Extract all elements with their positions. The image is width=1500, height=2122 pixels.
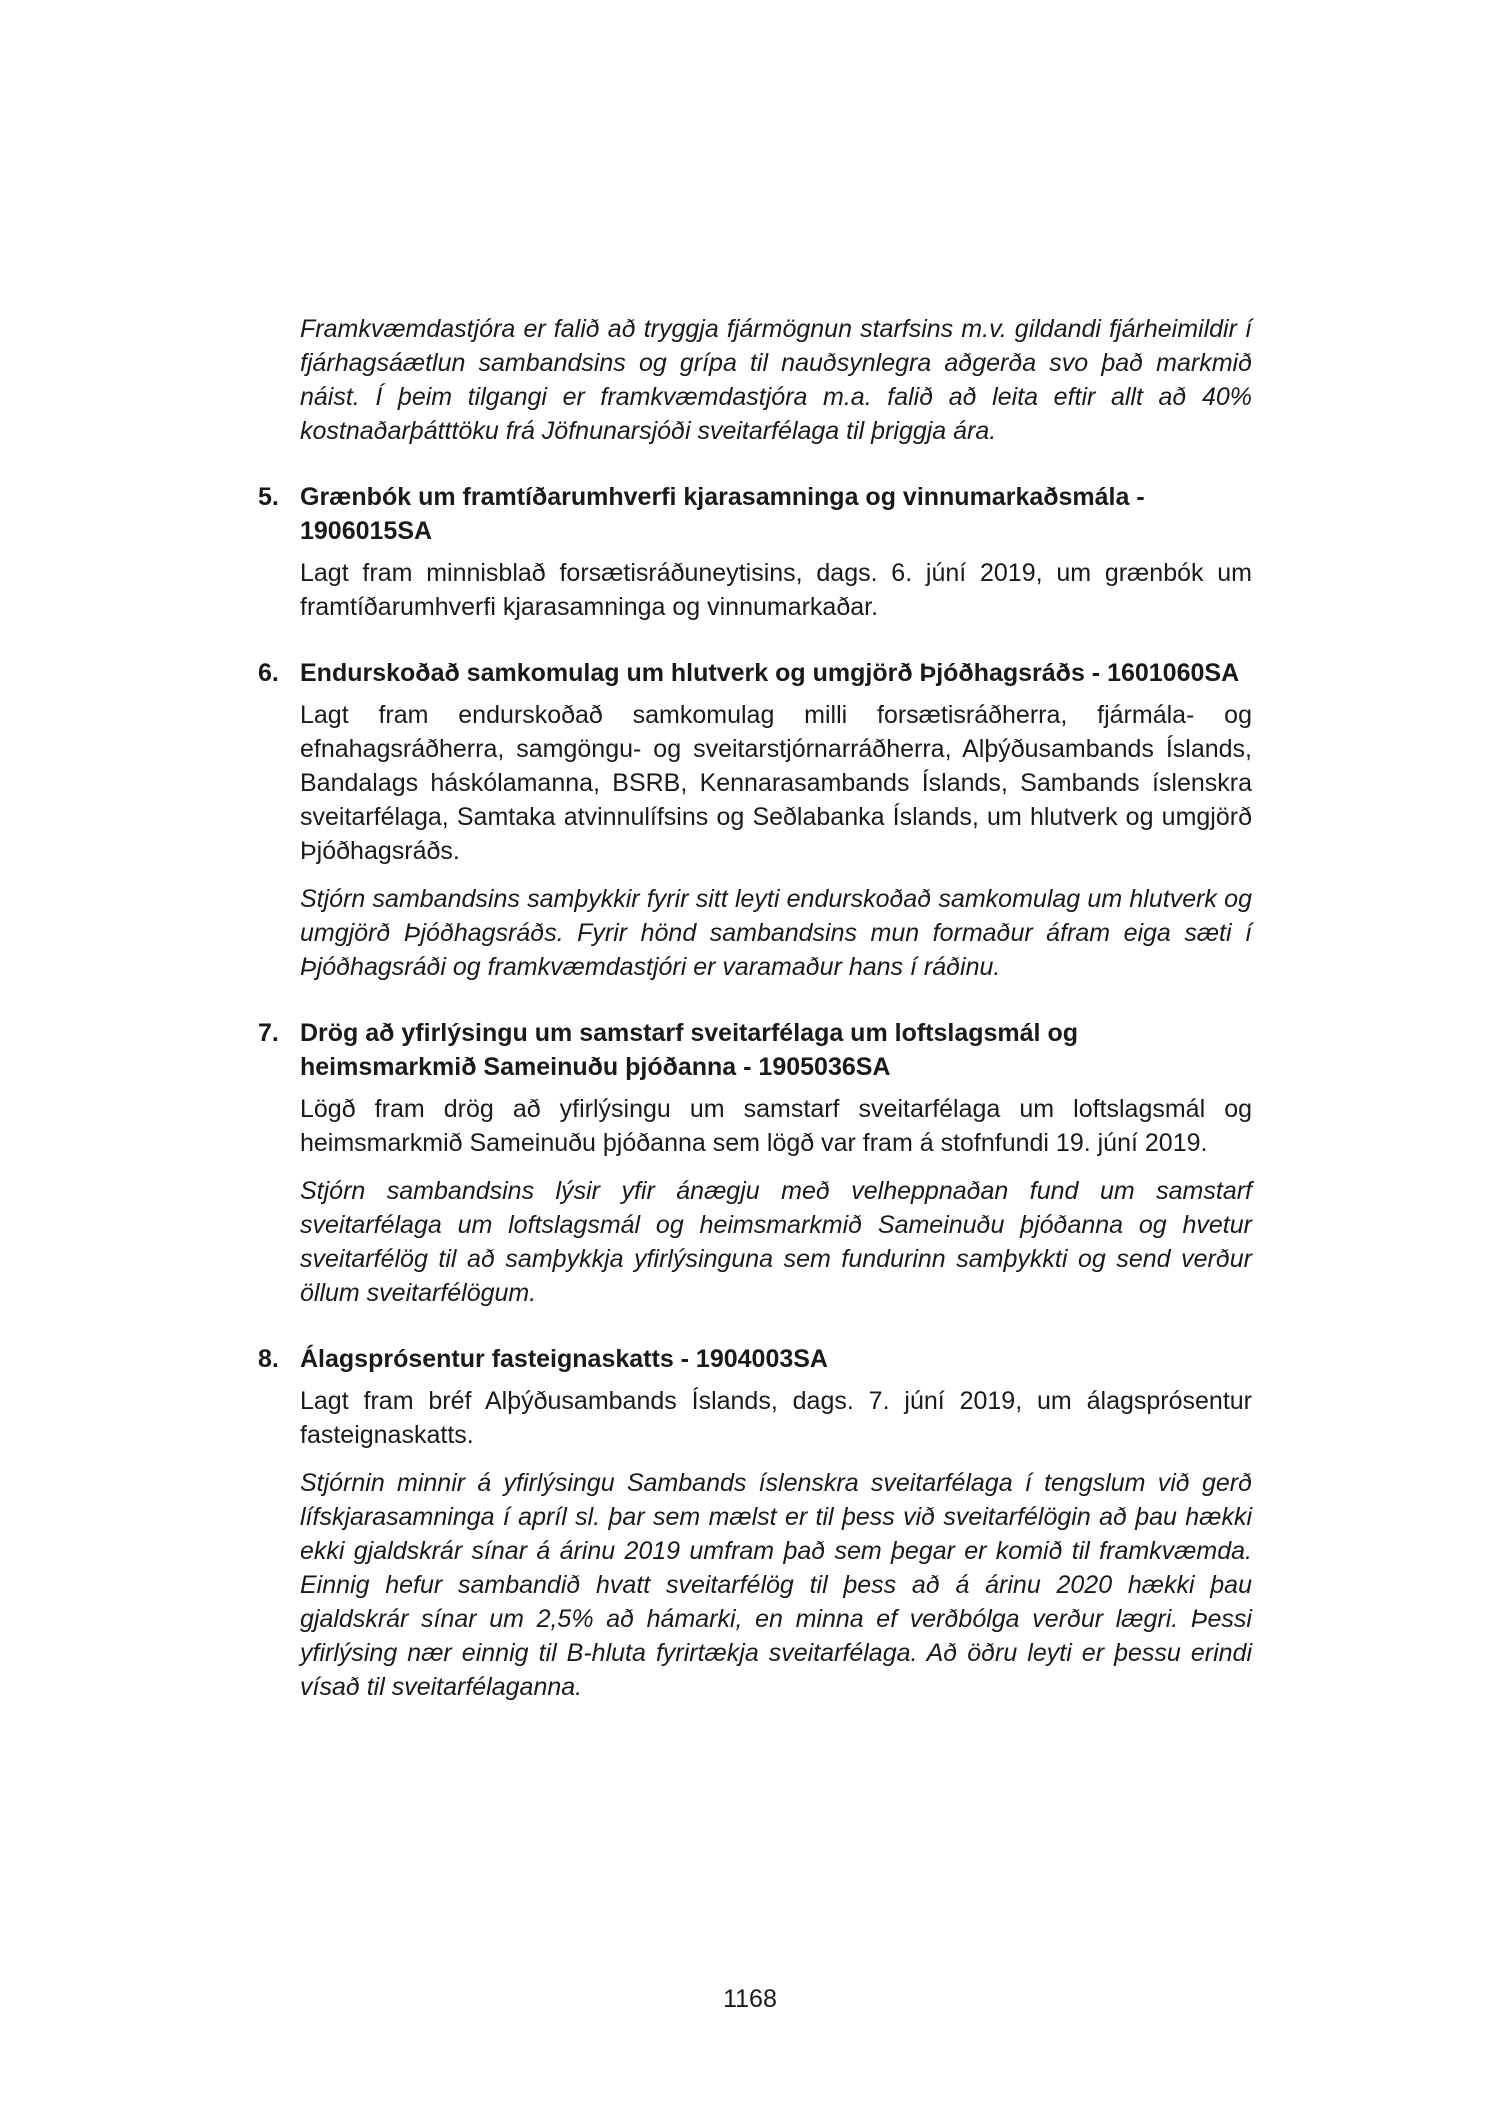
item-title: Álagsprósentur fasteignaskatts - 1904003SA <box>300 1345 828 1373</box>
item-paragraph: Lagt fram endurskoðað samkomulag milli forsætisráðherra, fjármála- og efnahagsráðherra, samgöngu- og sveitarstjórnarráðherra, Alþýðusambands Íslands, Bandalags háskólamanna, BSRB, Kennarasambands Íslands, Sambands íslenskra sveitarfélaga, Samtaka atvinnulífsins og Seðlabanka Íslands, um hlutverk og umgjörð Þjóðhagsráðs. <box>300 701 1252 865</box>
item-title: Endurskoðað samkomulag um hlutverk og umgjörð Þjóðhagsráðs - 1601060SA <box>300 659 1240 687</box>
item-number: 5. <box>258 483 279 511</box>
item-decision-paragraph: Stjórnin minnir á yfirlýsingu Sambands íslenskra sveitarfélaga í tengslum við gerð lífskjarasamninga í apríl sl. þar sem mælst er til þess við sveitarfélögin að þau hækki ekki gjaldskrár sínar á árinu 2019 umfram það sem þegar er komið til framkvæmda. Einnig hefur sambandið hvatt sveitarfélög til þess að á árinu 2020 hækki þau gjaldskrár sínar um 2,5% að hámarki, en minna ef verðbólga verður lægri. Þessi yfirlýsing nær einnig til B-hluta fyrirtækja sveitarfélaga. Að öðru leyti er þessu erindi vísað til sveitarfélaganna. <box>300 1469 1252 1701</box>
item-number: 7. <box>258 1019 279 1047</box>
agenda-item-7 <box>258 1016 1252 1310</box>
item-paragraph: Lagt fram minnisblað forsætisráðuneytisins, dags. 6. júní 2019, um grænbók um framtíðarumhverfi kjarasamninga og vinnumarkaðar. <box>300 559 1252 621</box>
intro-decision-paragraph: Framkvæmdastjóra er falið að tryggja fjármögnun starfsins m.v. gildandi fjárheimildir í fjárhagsáætlun sambandsins og grípa til nauðsynlegra aðgerða svo það markmið náist. Í þeim tilgangi er framkvæmdastjóra m.a. falið að leita eftir allt að 40% kostnaðarþátttöku frá Jöfnunarsjóði sveitarfélaga til þriggja ára. <box>300 315 1252 445</box>
item-decision-paragraph: Stjórn sambandsins lýsir yfir ánægju með velheppnaðan fund um samstarf sveitarfélaga um loftslagsmál og heimsmarkmið Sameinuðu þjóðanna og hvetur sveitarfélög til að samþykkja yfirlýsinguna sem fundurinn samþykkti og send verður öllum sveitarfélögum. <box>300 1177 1252 1307</box>
agenda-item-5 <box>258 480 1252 624</box>
page-number: 1168 <box>723 1985 777 2013</box>
page-content <box>258 312 1252 1736</box>
item-paragraph: Lögð fram drög að yfirlýsingu um samstarf sveitarfélaga um loftslagsmál og heimsmarkmið Sameinuðu þjóðanna sem lögð var fram á stofnfundi 19. júní 2019. <box>300 1095 1252 1157</box>
item-number: 8. <box>258 1345 279 1373</box>
agenda-item-8 <box>258 1342 1252 1704</box>
item-number: 6. <box>258 659 279 687</box>
agenda-item-6 <box>258 656 1252 984</box>
item-title: Grænbók um framtíðarumhverfi kjarasamninga og vinnumarkaðsmála - 1906015SA <box>300 483 1145 545</box>
item-decision-paragraph: Stjórn sambandsins samþykkir fyrir sitt leyti endurskoðað samkomulag um hlutverk og umgjörð Þjóðhagsráðs. Fyrir hönd sambandsins mun formaður áfram eiga sæti í Þjóðhagsráði og framkvæmdastjóri er varamaður hans í ráðinu. <box>300 885 1252 981</box>
item-paragraph: Lagt fram bréf Alþýðusambands Íslands, dags. 7. júní 2019, um álagsprósentur fasteignaskatts. <box>300 1387 1252 1449</box>
item-title: Drög að yfirlýsingu um samstarf sveitarfélaga um loftslagsmál og heimsmarkmið Sameinuðu þjóðanna - 1905036SA <box>300 1019 1078 1081</box>
